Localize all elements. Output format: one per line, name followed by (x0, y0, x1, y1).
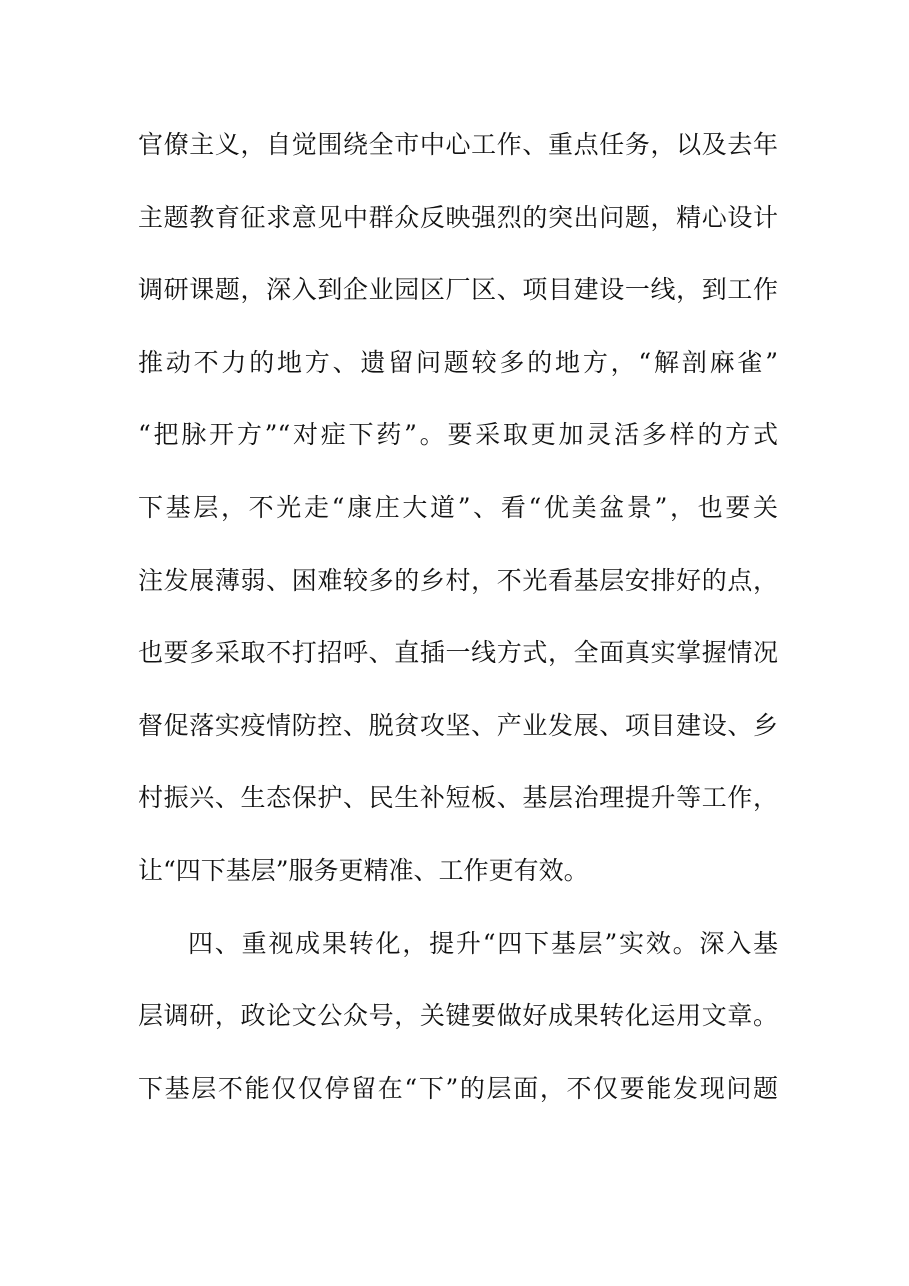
text-line: “把脉开方”“对症下药”。要采取更加灵活多样的方式 (138, 420, 778, 450)
text-line: 调研课题，深入到企业园区厂区、项目建设一线，到工作 (138, 275, 778, 305)
section-heading-line: 四、重视成果转化，提升“四下基层”实效。深入基 (188, 928, 778, 958)
text-line: 督促落实疫情防控、脱贫攻坚、产业发展、项目建设、乡 (138, 710, 778, 740)
text-line: 主题教育征求意见中群众反映强烈的突出问题，精心设计 (138, 202, 778, 232)
text-line: 推动不力的地方、遗留问题较多的地方，“解剖麻雀” (138, 347, 778, 377)
text-line: 注发展薄弱、困难较多的乡村，不光看基层安排好的点， (138, 565, 778, 595)
text-line: 也要多采取不打招呼、直插一线方式，全面真实掌握情况 (138, 638, 778, 668)
text-line: 村振兴、生态保护、民生补短板、基层治理提升等工作， (138, 783, 778, 813)
text-line: 官僚主义，自觉围绕全市中心工作、重点任务，以及去年 (138, 130, 778, 159)
text-line: 下基层，不光走“康庄大道”、看“优美盆景”，也要关 (138, 492, 778, 522)
body-text (138, 116, 778, 1132)
paragraph-end-line: 让“四下基层”服务更精准、工作更有效。 (138, 855, 589, 885)
text-line: 下基层不能仅仅停留在“下”的层面，不仅要能发现问题 (138, 1073, 778, 1103)
text-line: 层调研，政论文公众号，关键要做好成果转化运用文章。 (138, 1001, 778, 1031)
